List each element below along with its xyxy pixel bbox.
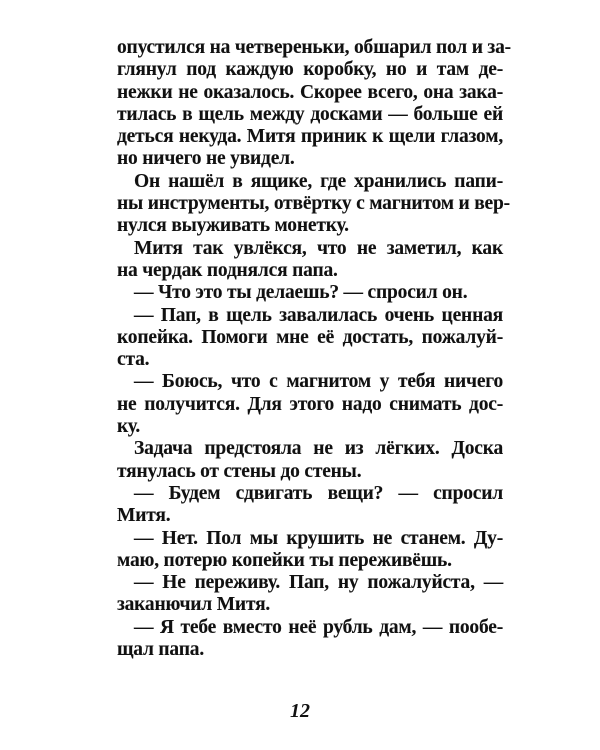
paragraph — [117, 305, 503, 372]
page-number: 12 — [290, 700, 310, 722]
text-line: — Нет. Пол мы крушить не станем. Ду- — [134, 527, 503, 549]
paragraph — [117, 617, 503, 662]
paragraph — [117, 528, 503, 573]
text-line: Он нашёл в ящике, где хранились папи- — [134, 170, 503, 192]
text-line: ны инструменты, отвёртку с магнитом и вер- — [117, 193, 510, 215]
body-text — [117, 37, 511, 661]
text-line: маю, потерю копейки ты переживёшь. — [117, 549, 452, 571]
text-line: — Не переживу. Пап, ну пожалуйста, — — [134, 572, 503, 594]
text-line: — Пап, в щель завалилась очень ценная — [134, 304, 503, 326]
text-line: Задача предстояла не из лёгких. Доска — [134, 438, 503, 460]
text-line: ку. — [117, 416, 141, 438]
text-line: Митя так увлёкся, что не заметил, как — [134, 237, 503, 259]
text-line: заканючил Митя. — [117, 594, 271, 616]
text-line: тилась в щель между досками — больше ей — [117, 103, 503, 125]
text-line: щал папа. — [117, 639, 204, 661]
paragraph — [117, 37, 511, 171]
text-line: — Будем сдвигать вещи? — спросил — [134, 482, 503, 504]
text-line: нежки не оказалось. Скорее всего, она зака- — [117, 81, 503, 103]
text-line: деться некуда. Митя приник к щели глазом, — [117, 126, 503, 148]
paragraph — [117, 238, 503, 283]
paragraph — [117, 170, 510, 238]
text-line: копейка. Помоги мне её достать, пожалуй- — [117, 326, 503, 348]
text-line: на чердак поднялся папа. — [117, 259, 338, 281]
text-line: опустился на четвереньки, обшарил пол и за- — [117, 37, 511, 58]
text-line: глянул под каждую коробку, но и там де- — [117, 59, 503, 81]
paragraph — [117, 371, 503, 438]
text-line: ста. — [117, 349, 150, 371]
paragraph — [117, 572, 503, 617]
text-line: Митя. — [117, 505, 171, 527]
text-line: — Боюсь, что с магнитом у тебя ничего — [134, 371, 503, 393]
text-line: тянулась от стены до стены. — [117, 460, 362, 482]
text-line: — Что это ты делаешь? — спросил он. — [134, 282, 468, 304]
text-line: нулся выуживать монетку. — [117, 215, 349, 237]
text-line: но ничего не увидел. — [117, 148, 295, 170]
paragraph — [117, 438, 503, 483]
paragraph — [117, 483, 503, 528]
text-line: — Я тебе вместо неё рубль дам, — пообе- — [134, 616, 503, 638]
text-line: не получится. Для этого надо снимать дос- — [117, 393, 503, 415]
paragraph — [117, 282, 503, 304]
